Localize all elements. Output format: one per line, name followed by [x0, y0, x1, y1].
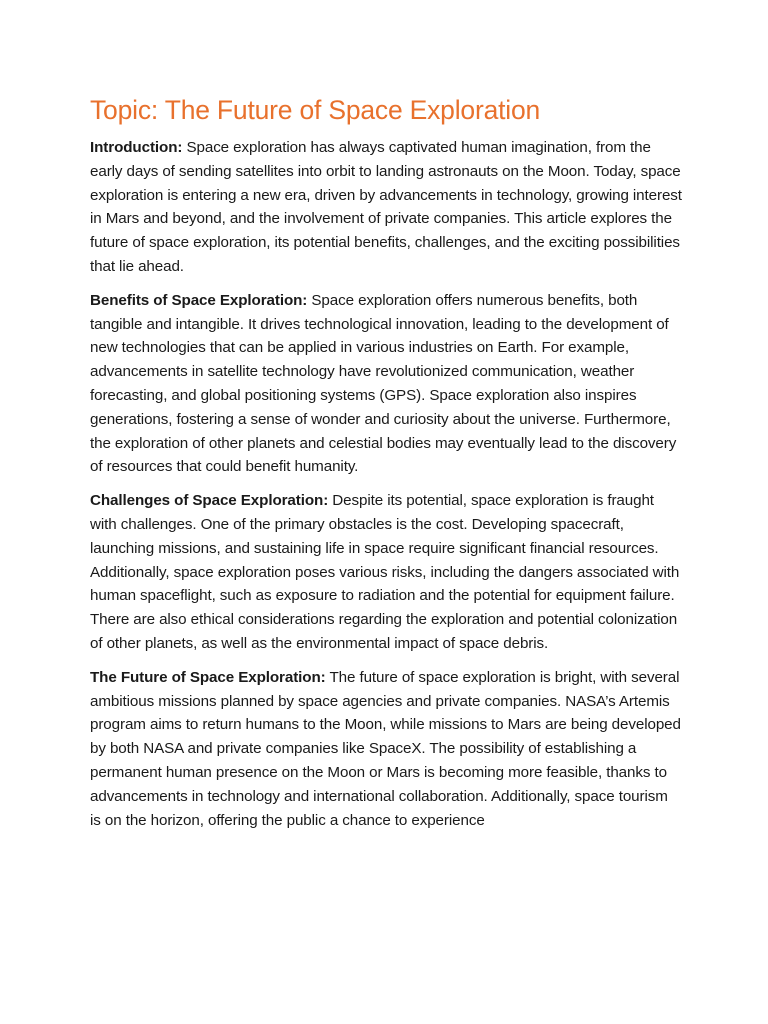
section-heading: The Future of Space Exploration:: [90, 668, 326, 686]
section-challenges: [90, 489, 682, 656]
section-body: Space exploration has always captivated human imagination, from the early days of sending satellites into orbit to landing astronauts on the Moon. Today, space exploration is entering a new era, driven by advancements in technology, growing interest in Mars and beyond, and the involvement of private companies. This article explores the future of space exploration, its potential benefits, challenges, and the exciting possibilities that lie ahead.: [90, 139, 682, 275]
section-heading: Challenges of Space Exploration:: [90, 492, 329, 510]
document-page: [90, 92, 682, 842]
section-introduction: [90, 136, 682, 279]
section-future: [90, 666, 682, 833]
section-body: The future of space exploration is bright, with several ambitious missions planned by space agencies and private companies. NASA’s Artemis program aims to return humans to the Moon, while missions to Mars are being developed by both NASA and private companies like SpaceX. The possibility of establishing a permanent human presence on the Moon or Mars is becoming more feasible, thanks to advancements in technology and international collaboration. Additionally, space tourism is on the horizon, offering the public a chance to experience: [90, 668, 681, 829]
section-heading: Introduction:: [90, 139, 183, 156]
section-heading: Benefits of Space Exploration:: [90, 291, 308, 309]
section-benefits: [90, 289, 682, 479]
section-body: Despite its potential, space exploration is fraught with challenges. One of the primary obstacles is the cost. Developing spacecraft, launching missions, and sustaining life in space require significant financial resources. Additionally, space exploration poses various risks, including the dangers associated with human spaceflight, such as exposure to radiation and the potential for equipment failure. There are also ethical considerations regarding the exploration and potential colonization of other planets, as well as the environmental impact of space debris.: [90, 492, 680, 652]
section-body: Space exploration offers numerous benefits, both tangible and intangible. It drives technological innovation, leading to the development of new technologies that can be applied in various industries on Earth. For example, advancements in satellite technology have revolutionized communication, weather forecasting, and global positioning systems (GPS). Space exploration also inspires generations, fostering a sense of wonder and curiosity about the universe. Furthermore, the exploration of other planets and celestial bodies may eventually lead to the discovery of resources that could benefit humanity.: [90, 291, 677, 476]
document-title: Topic: The Future of Space Exploration: [90, 95, 541, 125]
